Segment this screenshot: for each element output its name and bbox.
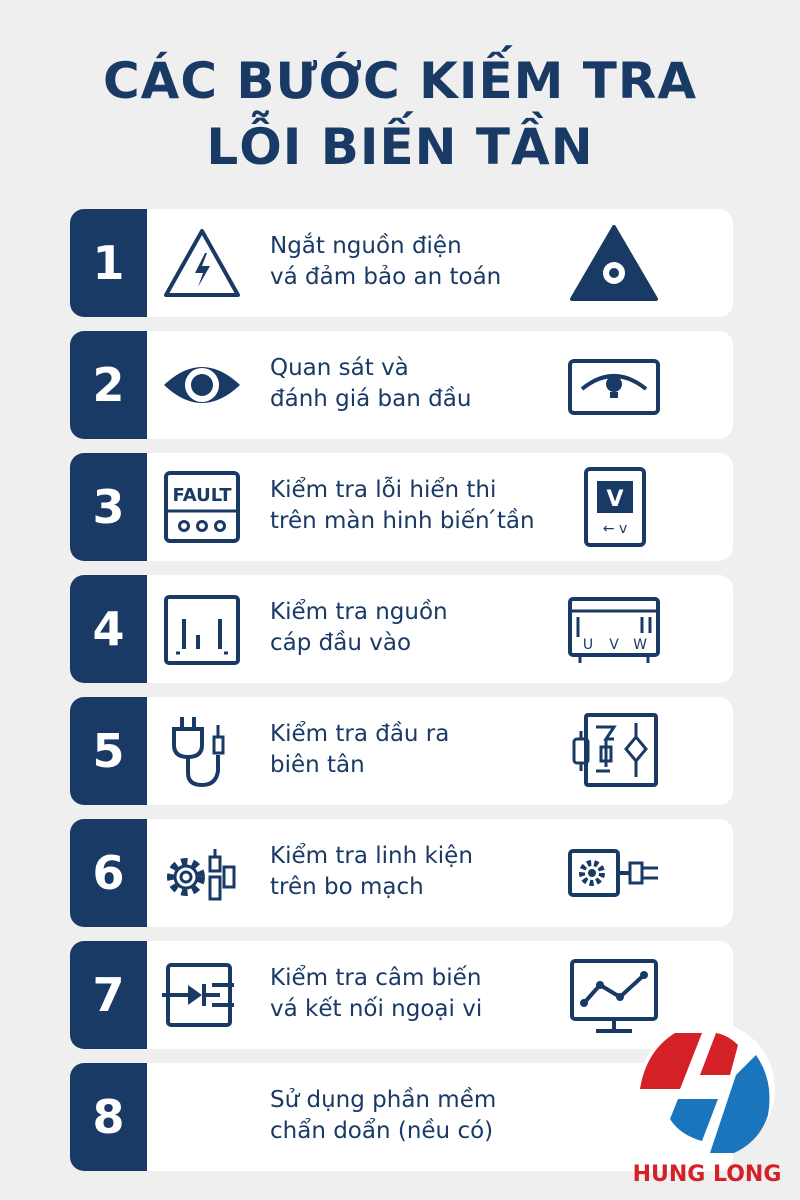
title-line-2: LỖI BIẾN TẦN: [206, 118, 594, 176]
input-terminal-icon: [162, 589, 242, 669]
step-number: 7: [70, 941, 147, 1049]
gear-connector-icon: [566, 833, 662, 913]
gear-board-icon: [162, 833, 242, 913]
logo-text: HUNG LONG: [632, 1162, 782, 1187]
step-number: 2: [70, 331, 147, 439]
uvw-terminal-icon: [566, 589, 662, 669]
step-card-5: [70, 697, 733, 805]
step-text: Kiểm tra câm biến vá kết nối ngoại vi: [270, 965, 483, 1022]
step-card-1: [70, 209, 733, 317]
eye-monitor-icon: [566, 345, 662, 425]
eye-icon: [162, 345, 242, 425]
step-card-4: [70, 575, 733, 683]
triangle-eye-icon: [566, 223, 662, 303]
terminal-label-v: V: [609, 637, 619, 653]
step-card-3: [70, 453, 733, 561]
plug-icon: [162, 711, 242, 791]
step-number: 3: [70, 453, 147, 561]
step-text: Kiểm tra đầu ra biên tân: [270, 721, 450, 778]
electric-warning-icon: [162, 223, 242, 303]
step-text: Kiểm tra lỗi hiển thi trên màn hinh biến ́tần: [270, 477, 535, 534]
step-number: 4: [70, 575, 147, 683]
fault-display-icon: [162, 467, 242, 547]
terminal-label-w: W: [633, 637, 647, 653]
step-text: Kiểm tra linh kiện trên bo mạch: [270, 843, 473, 900]
step-text: Ngắt nguồn điện vá đảm bảo an toán: [270, 233, 502, 290]
meter-label: V: [606, 487, 624, 512]
terminal-label-u: U: [582, 637, 594, 653]
step-number: 1: [70, 209, 147, 317]
step-card-2: [70, 331, 733, 439]
step-number: 6: [70, 819, 147, 927]
step-text: Kiểm tra nguồn cáp đầu vào: [270, 599, 448, 656]
circuit-diagram-icon: [566, 711, 662, 791]
title-line-1: CÁC BƯỚC KIẾM TRA: [102, 52, 698, 110]
step-text: Quan sát và đánh giá ban đầu: [270, 355, 472, 412]
step-text: Sử dụng phần mềm chẩn doẩn (nều có): [270, 1087, 497, 1144]
meter-sub-label: ← v: [602, 521, 628, 537]
sensor-icon: [162, 955, 242, 1035]
step-number: 8: [70, 1063, 147, 1171]
fault-label: FAULT: [172, 485, 232, 506]
hung-long-logo: [620, 1015, 795, 1195]
step-number: 5: [70, 697, 147, 805]
page-title: [0, 48, 800, 180]
step-card-6: [70, 819, 733, 927]
voltmeter-icon: [566, 467, 662, 547]
